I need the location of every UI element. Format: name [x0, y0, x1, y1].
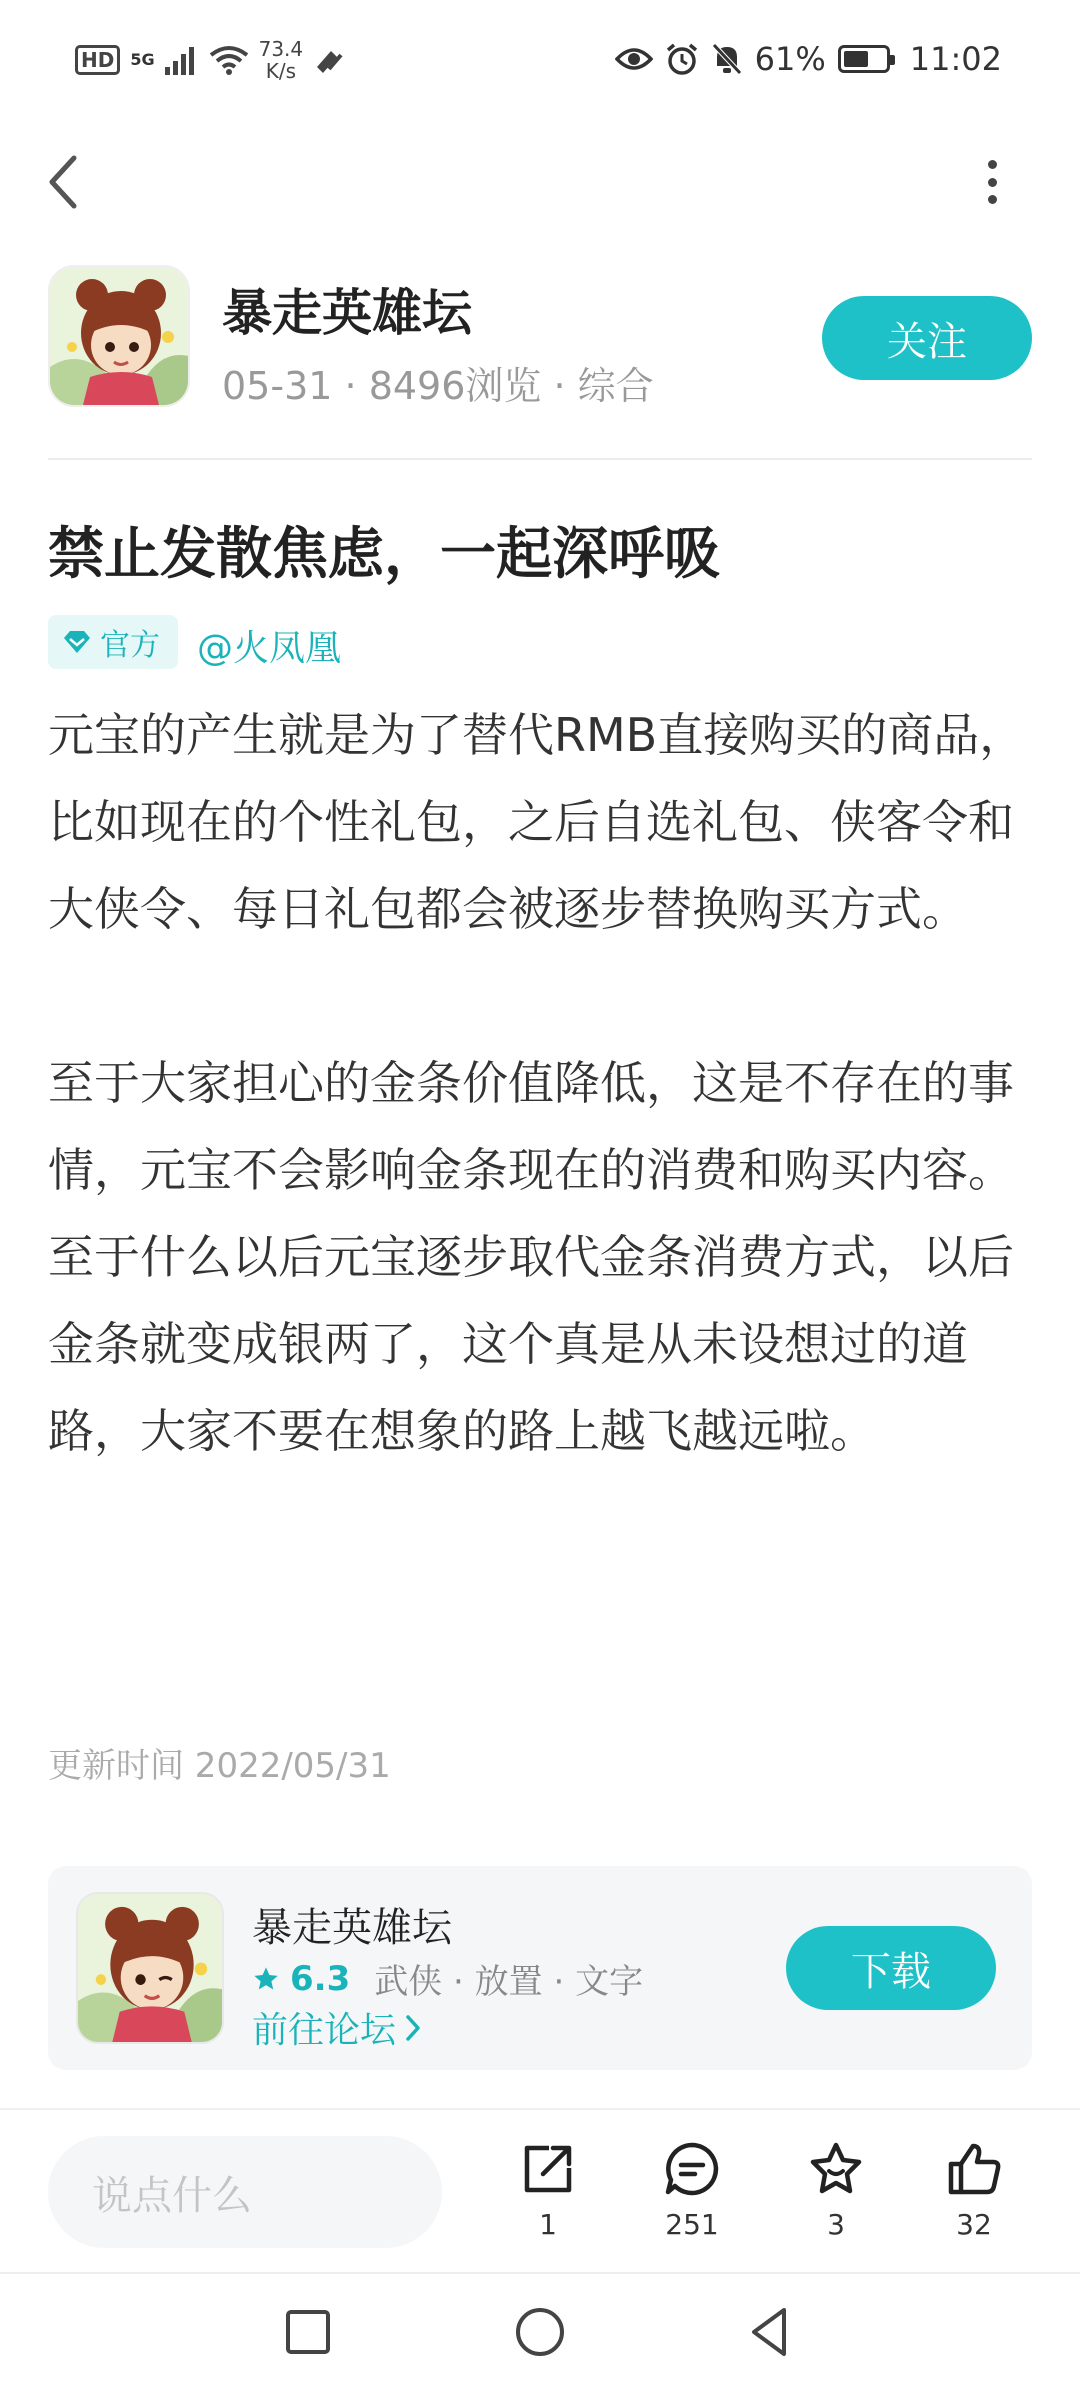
goto-forum-link[interactable] [252, 2002, 422, 2053]
more-button[interactable] [980, 160, 1004, 204]
data-saver-icon [313, 45, 347, 75]
system-nav-bar [0, 2274, 1080, 2388]
comment-count: 251 [665, 2208, 719, 2241]
diamond-icon [62, 630, 92, 654]
more-icon-dot [988, 195, 997, 204]
post-meta [222, 355, 654, 410]
card-avatar[interactable] [76, 1892, 224, 2044]
signal-bars-icon [165, 45, 199, 75]
post-date: 05-31 [222, 364, 333, 408]
tag-separator: · [453, 1962, 475, 2002]
recents-button[interactable] [278, 2302, 338, 2362]
bottom-divider [0, 2108, 1080, 2110]
forum-card[interactable] [48, 1866, 1032, 2070]
system-back-button[interactable] [740, 2302, 800, 2362]
like-count: 32 [956, 2208, 992, 2241]
more-icon-dot [988, 178, 997, 187]
card-tag: 武侠 [374, 1962, 443, 2002]
wifi-icon [209, 45, 249, 75]
home-button[interactable] [510, 2302, 570, 2362]
post-category[interactable]: 综合 [577, 364, 654, 408]
card-score: 6.3 [290, 1958, 351, 1999]
post-body [48, 692, 1038, 1475]
card-tags [374, 1954, 643, 2003]
signal-5g-label: 5G [130, 50, 155, 69]
like-icon [945, 2140, 1003, 2198]
clock: 11:02 [909, 40, 1002, 78]
paragraph-gap [48, 953, 1038, 1040]
post-author-mention[interactable]: @火凤凰 [197, 628, 342, 669]
post-views: 8496浏览 [368, 364, 542, 408]
follow-button[interactable]: 关注 [822, 296, 1032, 380]
comment-button[interactable] [632, 2140, 752, 2250]
share-button[interactable] [488, 2140, 608, 2250]
star-icon [252, 1965, 280, 1993]
forum-name[interactable]: 暴走英雄坛 [222, 284, 472, 342]
favorite-count: 3 [827, 2208, 845, 2241]
star-outline-icon [807, 2140, 865, 2198]
header-divider [48, 458, 1032, 460]
share-count: 1 [539, 2208, 557, 2241]
post-title: 禁止发散焦虑，一起深呼吸 [48, 522, 720, 587]
comment-input[interactable]: 说点什么 [48, 2136, 442, 2248]
official-badge [48, 615, 178, 669]
net-speed [259, 38, 304, 82]
card-tag: 放置 [474, 1962, 543, 2002]
chevron-right-icon [404, 2013, 422, 2043]
more-icon-dot [988, 160, 997, 169]
forum-avatar-image [50, 267, 190, 407]
post-paragraph: 至于大家担心的金条价值降低，这是不存在的事情，元宝不会影响金条现在的消费和购买内容。至于什么以后元宝逐步取代金条消费方式，以后金条就变成银两了，这个真是从未设想过的道路，大家不要在想象的路上越飞越远啦。 [48, 1056, 1014, 1458]
net-speed-value: 73.4 [258, 37, 304, 61]
official-badge-label: 官方 [100, 628, 160, 663]
card-rating [252, 1954, 643, 2003]
card-avatar-image [78, 1894, 224, 2044]
card-forum-name: 暴走英雄坛 [252, 1905, 452, 1951]
battery-icon [838, 45, 890, 73]
favorite-button[interactable] [776, 2140, 896, 2250]
status-left [75, 38, 347, 82]
meta-separator: · [344, 364, 369, 408]
battery-percent: 61% [754, 40, 826, 78]
mute-icon [711, 42, 743, 76]
alarm-icon [665, 42, 699, 76]
updated-time: 更新时间 2022/05/31 [48, 1746, 391, 1786]
forum-avatar[interactable] [48, 265, 190, 407]
comment-icon [663, 2140, 721, 2198]
post-paragraph: 元宝的产生就是为了替代RMB直接购买的商品，比如现在的个性礼包，之后自选礼包、侠客令和大侠令、每日礼包都会被逐步替换购买方式。 [48, 708, 1026, 936]
meta-separator: · [553, 364, 578, 408]
goto-forum-label: 前往论坛 [252, 2010, 397, 2051]
tag-separator: · [553, 1962, 576, 2002]
net-speed-unit: K/s [265, 59, 297, 83]
share-icon [519, 2140, 577, 2198]
battery-fill [844, 51, 868, 67]
download-button[interactable]: 下载 [786, 1926, 996, 2010]
eye-icon [615, 45, 653, 73]
back-button[interactable] [44, 150, 84, 214]
status-right [615, 40, 1002, 78]
back-icon [44, 150, 84, 214]
like-button[interactable] [914, 2140, 1034, 2250]
hd-badge: HD [75, 45, 120, 75]
card-tag: 文字 [575, 1962, 644, 2002]
status-bar [0, 0, 1080, 130]
